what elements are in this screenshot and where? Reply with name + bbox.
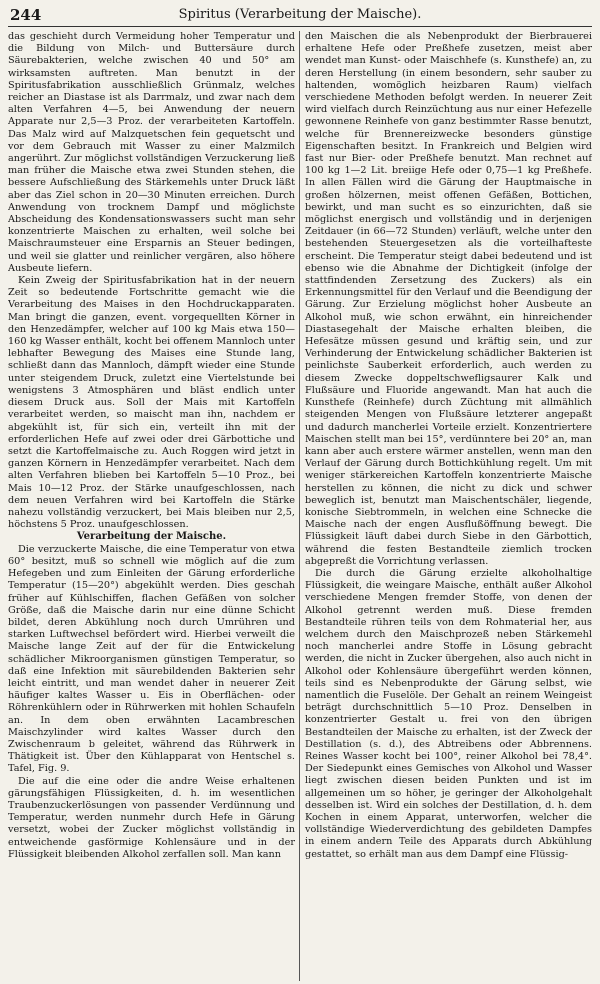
text-columns — [8, 31, 592, 981]
paragraph: Kein Zweig der Spiritusfabrikation hat in der neuern Zeit so bedeutende Fortschritte gemacht wie die Verarbeitung des Maises in den Hochdruckapparaten. Man bringt die ganzen, event. vorgequellten Körner in den Henzedämpfer, welcher auf 100 kg Mais etwa 150—160 kg Wasser enthält, kocht bei offenem Mannloch unter lebhafter Bewegung des Maises eine Stunde lang, schließt dann das Mannloch, dämpft wieder eine Stunde unter steigendem Druck, zuletzt eine Viertelstunde bei wenigstens 3 Atmosphären und bläst endlich unter diesem Druck aus. Soll der Mais mit Kartoffeln verarbeitet werden, so maischt man ihn, nachdem er abgekühlt ist, für sich ein, verteilt ihn mit der erforderlichen Hefe auf zwei oder drei Gärbottiche und setzt die Kartoffelmaische zu. Auch Roggen wird jetzt in ganzen Körnern in Henzedämpfer verarbeitet. Nach dem alten Verfahren blieben bei Kartoffeln 5—10 Proz., bei Mais 10—12 Proz. der Stärke unaufgeschlossen, nach dem neuen Verfahren wird bei Kartoffeln die Stärke nahezu vollständig verzuckert, bei Mais bleiben nur 2,5, höchstens 5 Proz. unaufgeschlossen. — [8, 275, 295, 531]
paragraph: Die durch die Gärung erzielte alkoholhaltige Flüssigkeit, die weingare Maische, enthält außer Alkohol verschiedene Mengen fremder Stoffe, von denen der Alkohol getrennt werden muß. Diese fremden Bestandteile rühren teils von dem Rohmaterial her, aus welchem durch den Maischprozeß neben Stärkemehl noch mancherlei andre Stoffe in Lösung gebracht werden, die nicht in Zucker übergehen, also auch nicht in Alkohol oder Kohlensäure übergeführt werden können, teils sind es Nebenprodukte der Gärung selbst, wie namentlich die Fuselöle. Der Gehalt an reinem Weingeist beträgt durchschnittlich 5—10 Proz. Denselben in konzentrierter Gestalt u. frei von den übrigen Bestandteilen der Maische zu erhalten, ist der Zweck der Destillation (s. d.), des Abtreibens oder Abbrennens. Reines Wasser kocht bei 100°, reiner Alkohol bei 78,4°. Der Siedepunkt eines Gemisches von Alkohol und Wasser liegt zwischen diesen beiden Punkten und ist im allgemeinen um so höher, je geringer der Alkoholgehalt desselben ist. Wird ein solches der Destillation, d. h. dem Kochen in einem Apparat, unterworfen, welcher die vollständige Wiederverdichtung des gebildeten Dampfes in einem andern Teile des Apparats durch Abkühlung gestattet, so erhält man aus dem Dampf eine Flüssig- — [305, 567, 592, 860]
page-header — [8, 6, 592, 27]
paragraph: das geschieht durch Vermeidung hoher Temperatur und die Bildung von Milch- und Buttersäure durch Säurebakterien, welche zwischen 40 und 50° am wirksamsten auftreten. Man benutzt in der Spiritusfabrikation ausschließlich Grünmalz, welches reicher an Diastase ist als Darrmalz, und zwar nach dem alten Verfahren 4—5, bei Anwendung der neuern Apparate nur 2,5—3 Proz. der verarbeiteten Kartoffeln. Das Malz wird auf Malzquetschen fein gequetscht und vor dem Gebrauch mit Wasser zu einer Malzmilch angerührt. Zur möglichst vollständigen Verzuckerung ließ man früher die Maische etwa zwei Stunden stehen, die bessere Aufschließung des Stärkemehls unter Druck läßt aber das Ziel schon in 20—30 Minuten erreichen. Durch Anwendung von trocknem Dampf und möglichste Abscheidung des Kondensationswassers sucht man sehr konzentrierte Maischen zu erhalten, weil solche bei Maischraumsteuer eine Ersparnis an Steuer bedingen, und weil sie glatter und reinlicher vergären, also höhere Ausbeute liefern. — [8, 31, 295, 274]
right-column — [299, 31, 592, 981]
paragraph: Die verzuckerte Maische, die eine Temperatur von etwa 60° besitzt, muß so schnell wie möglich auf die zum Hefegeben und zum Einleiten der Gärung erforderliche Temperatur (15—20°) abgekühlt werden. Dies geschah früher auf Kühlschiffen, flachen Gefäßen von solcher Größe, daß die Maische darin nur eine dünne Schicht bildet, deren Abkühlung noch durch Umrühren und starken Luftwechsel befördert wird. Hierbei verweilt die Maische lange Zeit auf der für die Entwickelung schädlicher Mikroorganismen günstigen Temperatur, so daß eine Infektion mit säurebildenden Bakterien sehr leicht eintritt, und man wendet daher in neuerer Zeit häufiger kaltes Wasser u. Eis in Oberflächen- oder Röhrenkühlern oder in Rührwerken mit hohlen Schaufeln an. In dem oben erwähnten Lacambreschen Maischzylinder wird kaltes Wasser durch den Zwischenraum b geleitet, während das Rührwerk in Thätigkeit ist. Über den Kühlapparat von Hentschel s. Tafel, Fig. 9. — [8, 543, 295, 775]
page-number: 244 — [10, 6, 42, 24]
paragraph: den Maischen die als Nebenprodukt der Bierbrauerei erhaltene Hefe oder Preßhefe zusetzen, meist aber wendet man Kunst- oder Maischhefe (s. Kunsthefe) an, zu deren Herstellung (in einem besondern, sehr sauber zu haltenden, womöglich heizbaren Raum) vielfach verschiedene Methoden befolgt werden. In neuerer Zeit wird vielfach durch Reinzüchtung aus nur einer Hefezelle gewonnene Reinhefe von ganz bestimmter Rasse benutzt, welche für Brennereizwecke besonders günstige Eigenschaften besitzt. In Frankreich und Belgien wird fast nur Bier- oder Preßhefe benutzt. Man rechnet auf 100 kg 1—2 Lit. breiige Hefe oder 0,75—1 kg Preßhefe. In allen Fällen wird die Gärung der Hauptmaische in großen hölzernen, meist offenen Gefäßen, Bottichen, bewirkt, und man sucht es so einzurichten, daß sie möglichst energisch und vollständig und in derjenigen Zeitdauer (in 66—72 Stunden) verläuft, welche unter den bestehenden Steuergesetzen als die vorteilhafteste erscheint. Die Temperatur steigt dabei bedeutend und ist ebenso wie die Abnahme der Dichtigkeit (infolge der stattfindenden Zersetzung des Zuckers) als ein Erkennungsmittel für den Verlauf und die Beendigung der Gärung. Zur Erzielung möglichst hoher Ausbeute an Alkohol muß, wie schon erwähnt, ein hinreichender Diastasegehalt der Maische erhalten bleiben, die Hefesätze müssen gesund und kräftig sein, und zur Verhinderung der Entwickelung schädlicher Bakterien ist peinlichste Sauberkeit erforderlich, auch werden zu diesem Zwecke doppeltschwefligsaurer Kalk und Flußsäure und Fluoride angewandt. Man hat auch die Kunsthefe (Reinhefe) durch Züchtung mit allmählich steigenden Mengen von Flußsäure letzterer angepaßt und dadurch mancherlei Vorteile erzielt. Konzentriertere Maischen stellt man bei 15°, verdünntere bei 20° an, man kann aber auch erstere wärmer anstellen, wenn man den Verlauf der Gärung durch Bottichkühlung regelt. Um mit weniger stärkereichen Kartoffeln konzentrierte Maische herstellen zu können, die nicht zu dick und schwer beweglich ist, benutzt man Maischentschäler, liegende, konische Siebtrommeln, in welchen eine Schnecke die Maische nach der engen Ausflußöffnung bewegt. Die Flüssigkeit läuft dabei durch Siebe in den Gärbottich, während die festen Bestandteile ziemlich trocken abgepreßt die Vorrichtung verlassen. — [305, 31, 592, 567]
paragraph: Die auf die eine oder die andre Weise erhaltenen gärungsfähigen Flüssigkeiten, d. h. im wesentlichen Traubenzuckerlösungen von passender Verdünnung und Temperatur, werden nunmehr durch Hefe in Gärung versetzt, wobei der Zucker möglichst vollständig in entweichende gasförmige Kohlensäure und in der Flüssigkeit bleibenden Alkohol zerfallen soll. Man kann — [8, 775, 295, 860]
section-heading: Verarbeitung der Maische. — [76, 531, 227, 543]
running-title: Spiritus (Verarbeitung der Maische). — [178, 7, 422, 22]
left-column — [8, 31, 299, 981]
